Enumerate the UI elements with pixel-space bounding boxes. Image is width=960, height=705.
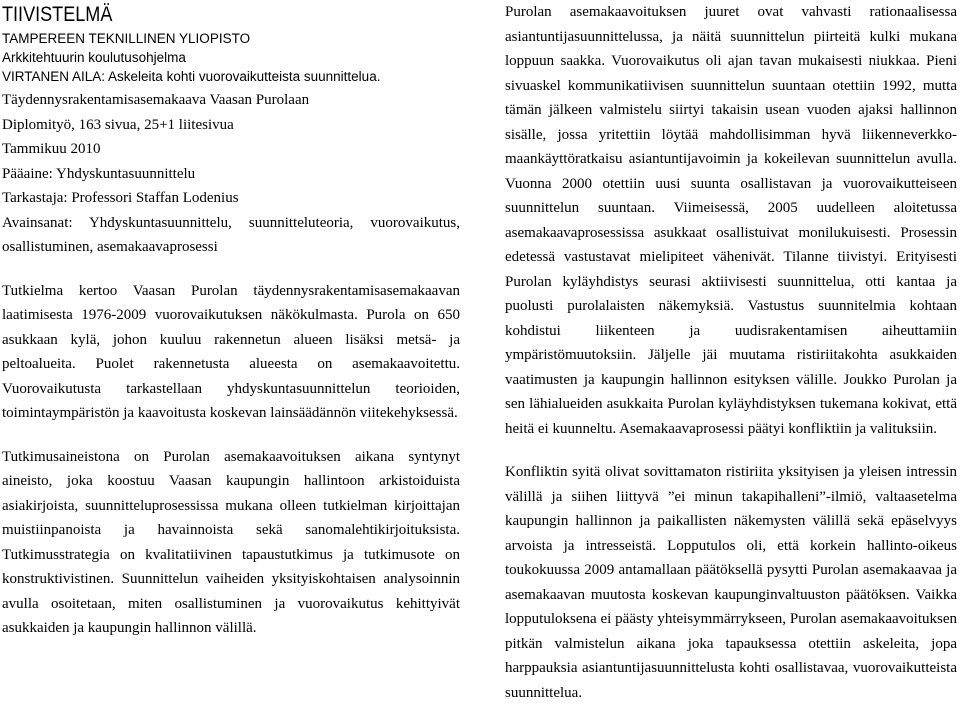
author-and-title: VIRTANEN AILA: Askeleita kohti vuorovaikutteista suunnittelua. [2, 69, 381, 84]
major-subject: Pääaine: Yhdyskuntasuunnittelu [2, 165, 196, 182]
abstract-paragraph: Tutkimusaineistona on Purolan asemakaavoituksen aikana syntynyt aineisto, joka koostuu Vaasan kaupungin hallintoon arkistoiduista asiakirjoista, suunnitteluprosessissa mukana olleen tutkielman kirjoittajan muistiinpanoista ja havainnoista sekä sanomalehtikirjoituksista. Tutkimusstrategia on kvalitatiivinen tapaustutkimus ja tutkimusote on konstruktivistinen. Suunnittelun vaiheiden yksityiskohtaisen analysoinnin avulla osoitetaan, miten osallistuminen ja vuorovaikutus kehittyivät asukkaiden ja kaupungin hallinnon välillä. [2, 448, 460, 636]
case-subtitle: Täydennysrakentamisasemakaava Vaasan Purolaan [2, 92, 310, 108]
left-column [2, 0, 460, 641]
right-column [505, 0, 957, 705]
keywords: Avainsanat: Yhdyskuntasuunnittelu, suunnitteluteoria, vuorovaikutus, osallistuminen, asemakaavaprosessi [2, 214, 460, 255]
abstract-paragraph: Konfliktin syitä olivat sovittamaton ristiriita yksityisen ja yleisen intressin välillä ja siihen liittyvä ”ei minun takapihalleni”-ilmiö, valtaasetelma kaupungin hallinnon ja paikallisten näkemysten välillä sekä epäselvyys arvoista ja intresseistä. Lopputulos oli, että korkein hallinto-oikeus toukokuussa 2009 antamallaan päätöksellä pysytti Purolan asemakaavaa ja asemakaavan muutosta koskevan kaupunginvaltuuston päätöksen. Vaikka lopputuloksena ei päästy yhteisymmärrykseen, Purolan asemakaavoituksen pitkän valmistelun aikana joka tapauksessa otettiin askeleita, jopa harppauksia asiantuntijasuunnittelusta kohti osallistavaa, vuorovaikutteista suunnittelua. [505, 464, 957, 701]
abstract-paragraph: Purolan asemakaavoituksen juuret ovat vahvasti rationaalisessa asiantuntijasuunnittelussa, ja näitä suunnittelun piirteitä kulki mukana loppuun saakka. Vuorovaikutus oli ajan tavan mukaisesti niukkaa. Pieni sivuaskel kommunikatiivisen suunnittelun suuntaan otettiin 1992, mutta tämän jälkeen valmistelu siirtyi takaisin usean vuoden ajaksi hallinnon sisälle, jossa yritettiin löytää mahdollisimman hyvä liikenneverkko-maankäyttöratkaisu asiantuntijavoimin ja kokeilevan suunnittelun avulla. Vuonna 2000 otettiin uusi suunta osallistavan ja vuorovaikutteiseen suunnittelun suuntaan. Viimeisessä, 2005 uudelleen aloitetussa asemakaavaprosessissa asukkaat osallistuivat monilukuisesti. Prosessin edetessä vastustavat mielipiteet vähenivät. Tilanne tiivistyi. Erityisesti Purolan kyläyhdistys seurasi aktiivisesti suunnittelua, otti kantaa ja puolusti purolalaisten näkemyksiä. Vastustus suunnitelmia kohtaan kohdistui liikenteen ja uudisrakentamisen aiheuttamiin ympäristömuutoksiin. Jäljelle jäi muutama ristiriitakohta asukkaiden vaatimusten ja kaupungin hallinnon esityksen välille. Joukko Purolan ja sen lähialueiden asukkaita Purolan kyläyhdistyksen tukemana kokivat, että heitä ei kuunneltu. Asemakaavaprosessi päätyi konfliktiin ja valituksiin. [505, 4, 957, 437]
university-name: TAMPEREEN TEKNILLINEN YLIOPISTO [2, 31, 251, 46]
thesis-info: Diplomityö, 163 sivua, 25+1 liitesivua [2, 116, 234, 133]
degree-program: Arkkitehtuurin koulutusohjelma [2, 50, 186, 65]
examiner: Tarkastaja: Professori Staffan Lodenius [2, 190, 239, 206]
abstract-paragraph: Tutkielma kertoo Vaasan Purolan täydennysrakentamisasemakaavan laatimisesta 1976-2009 vuorovaikutuksen näkökulmasta. Purola on 650 asukkaan kylä, johon kuuluu rakennetun alueen lisäksi metsä- ja peltoalueita. Puolet rakennetusta alueesta on asemakaavoitettu. Vuorovaikutusta tarkastellaan yhdyskuntasuunnittelun teorioiden, toimintaympäristön ja kaavoitusta koskevan lainsäädännön viitekehyksessä. [2, 282, 460, 421]
page-title: TIIVISTELMÄ [2, 3, 113, 26]
thesis-date: Tammikuu 2010 [2, 141, 101, 157]
